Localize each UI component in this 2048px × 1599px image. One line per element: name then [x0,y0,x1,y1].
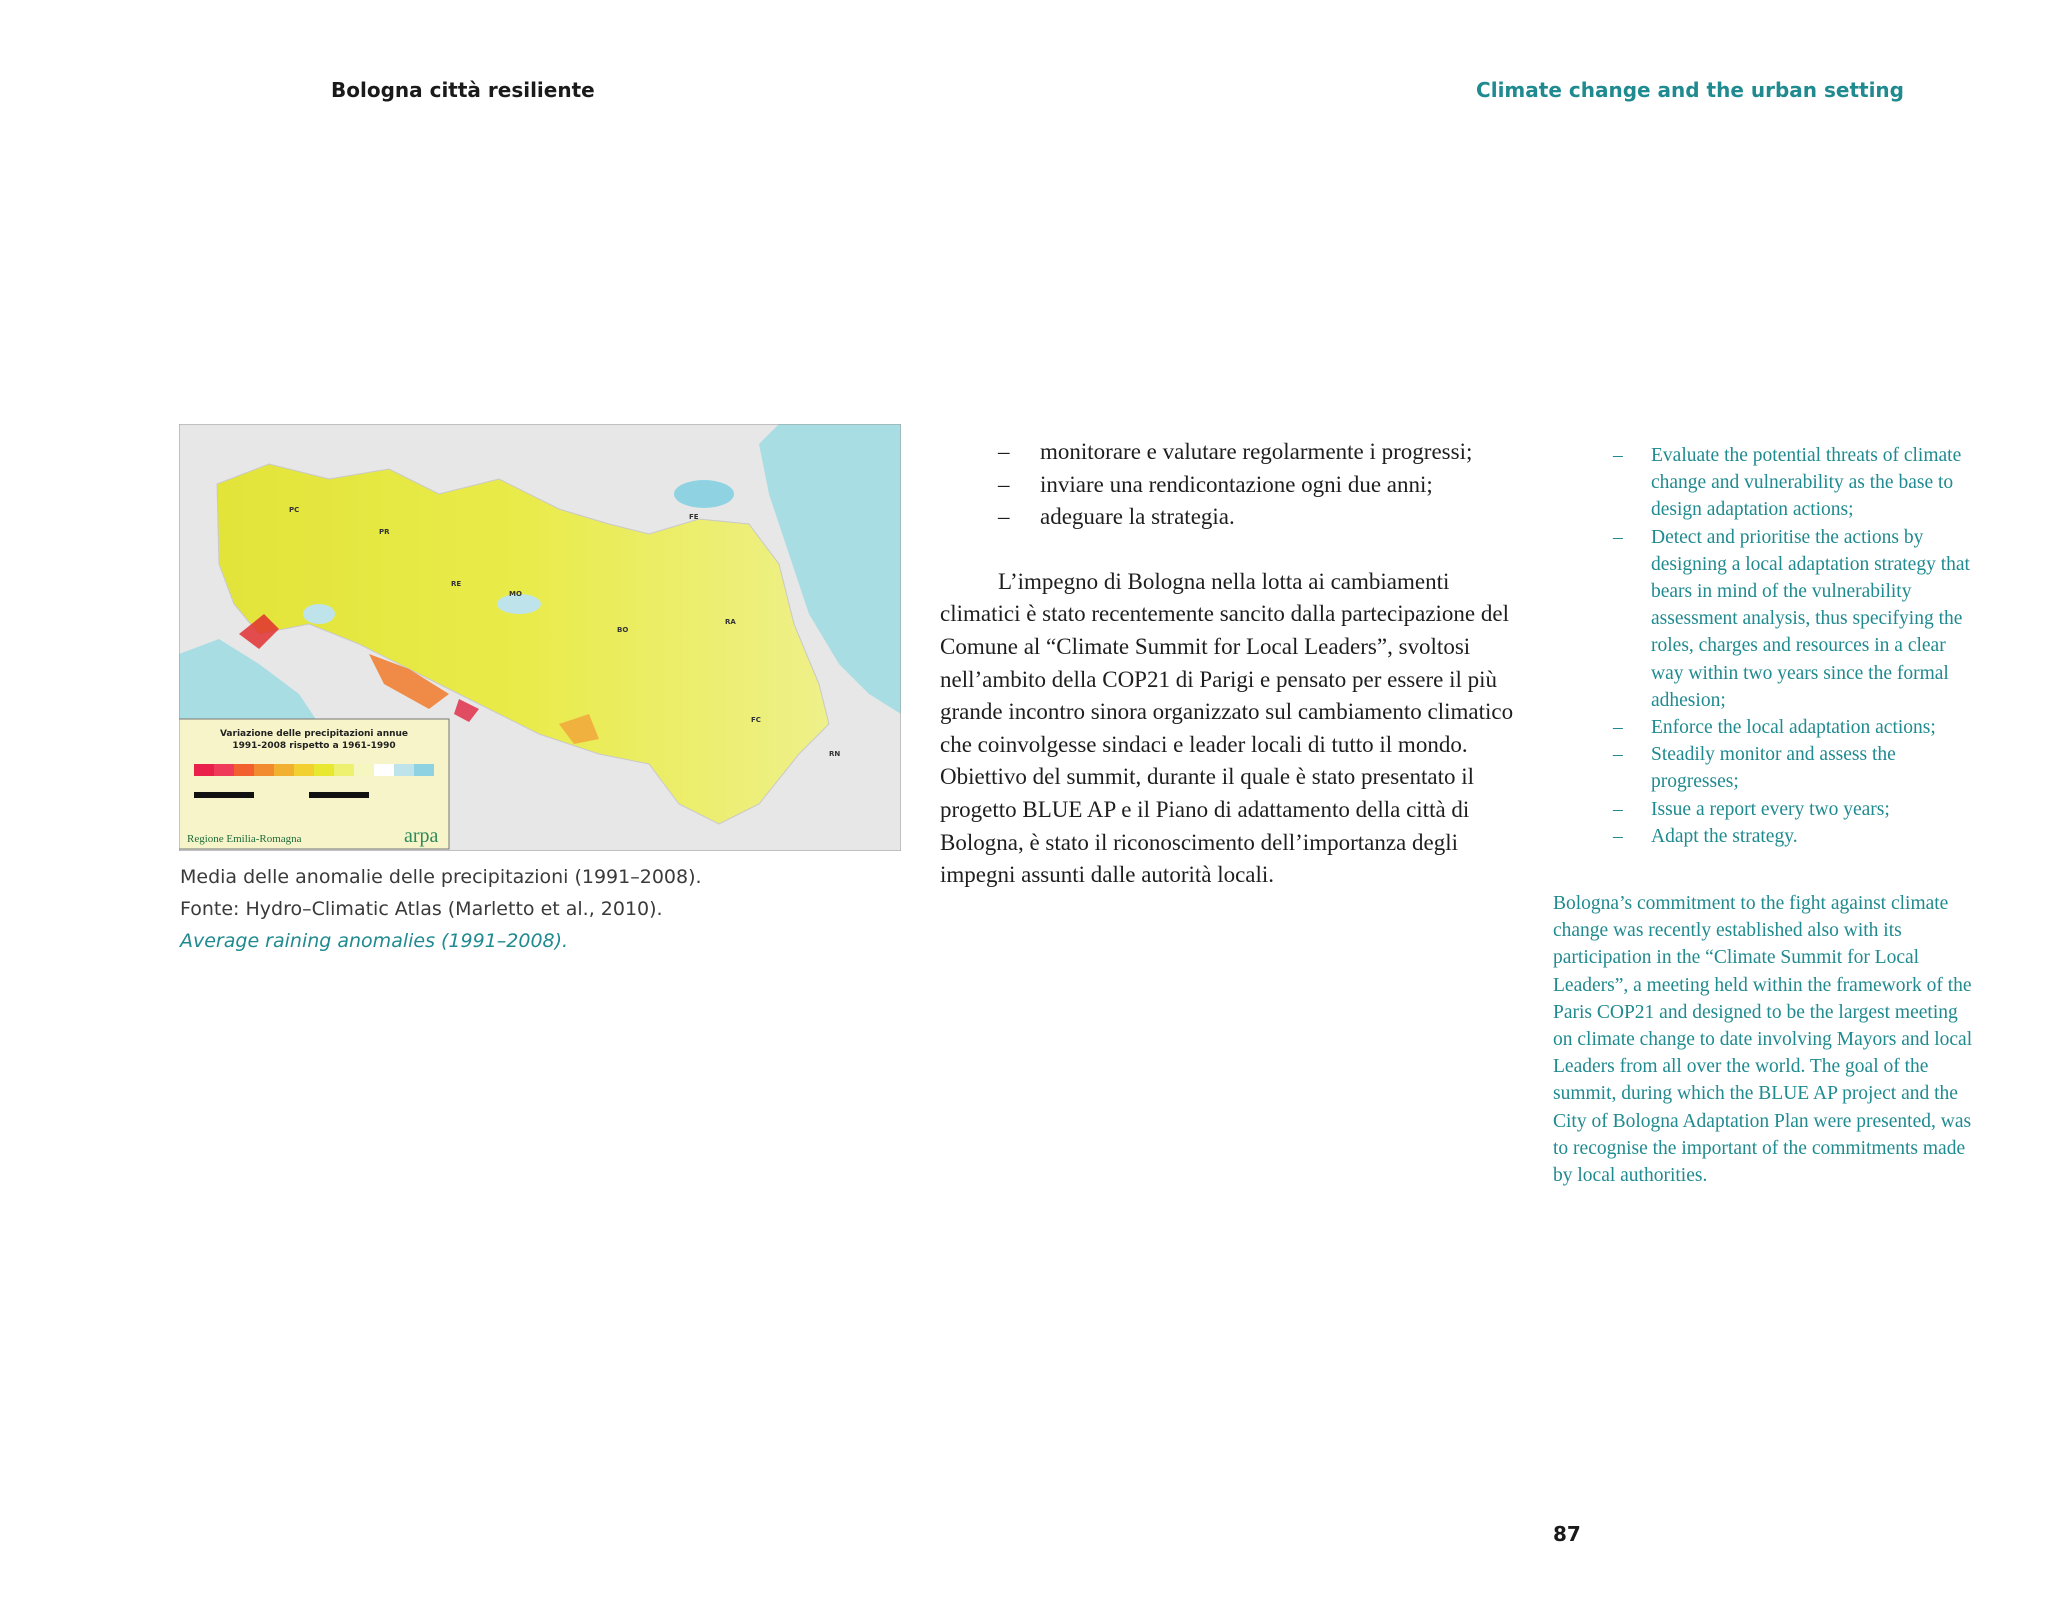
caption-line-english: Average raining anomalies (1991–2008). [180,930,569,952]
list-dash: – [1613,825,1623,847]
legend-swatch [294,764,314,776]
map-brand-right: arpa [404,825,439,847]
legend-swatch [214,764,234,776]
map-label-pc: PC [289,506,300,514]
list-item: – Issue a report every two years; [1553,796,1973,823]
map-label-fe: FE [689,513,699,521]
legend-swatch [254,764,274,776]
list-item: – Detect and prioritise the actions by designing a local adaptation strategy that bears in mind of the vulnerability assessment analysis, thus specifying the roles, charges and resources in a clear way within two years since the formal adhesion; [1553,524,1973,714]
list-dash: – [1613,744,1623,766]
map-label-fc: FC [751,716,761,724]
legend-swatch [394,764,414,776]
running-header-right: Climate change and the urban setting [1476,78,1904,102]
legend-swatch [194,764,214,776]
legend-swatch [354,764,374,776]
italian-action-list [940,436,1520,534]
english-text-column [1553,442,1973,1189]
list-item: – Steadily monitor and assess the progresses; [1553,741,1973,795]
list-item: – Adapt the strategy. [1553,823,1973,850]
legend-swatch [374,764,394,776]
list-item: – Enforce the local adaptation actions; [1553,714,1973,741]
legend-swatch [274,764,294,776]
legend-swatch [234,764,254,776]
list-item: – inviare una rendicontazione ogni due anni; [940,469,1520,502]
map-scale-bar [194,792,254,798]
caption-line-2: Fonte: Hydro–Climatic Atlas (Marletto et al., 2010). [180,898,663,920]
caption-line-1: Media delle anomalie delle precipitazioni (1991–2008). [180,866,702,888]
map-label-bo: BO [617,626,629,634]
legend-swatch [314,764,334,776]
italian-text-column [940,436,1520,892]
map-label-pr: PR [379,528,390,536]
map-label-mo: MO [509,590,522,598]
page-number: 87 [1553,1522,1581,1546]
list-dash: – [1613,717,1623,739]
map-label-ra: RA [725,618,736,626]
list-dash: – [998,471,1010,497]
running-header-left: Bologna città resiliente [331,78,595,102]
map-scale-bar [309,792,369,798]
italian-paragraph: L’impegno di Bologna nella lotta ai cambiamenti climatici è stato recentemente sancito dalla partecipazione del Comune al “Climate Summit for Local Leaders”, svoltosi nell’ambito della COP21 di Parigi e pensato per essere il più grande incontro sinora organizzato sul cambiamento climatico che coinvolgesse sindaci e leader locali di tutto il mondo. Obiettivo del summit, durante il quale è stato presentato il progetto BLUE AP e il Piano di adattamento della città di Bologna, è stato il riconoscimento dell’importanza degli impegni assunti dalle autorità locali. [940,568,1514,888]
map-label-re: RE [451,580,462,588]
list-dash: – [1613,526,1623,548]
list-dash: – [1613,798,1623,820]
english-action-list [1553,442,1973,850]
map-wet-area-3 [303,604,335,624]
map-wet-area [674,480,734,508]
list-item: – Evaluate the potential threats of climate change and vulnerability as the base to design adaptation actions; [1553,442,1973,524]
list-dash: – [998,504,1010,530]
list-item: – adeguare la strategia. [940,501,1520,534]
list-dash: – [998,439,1010,464]
legend-swatch [414,764,434,776]
map-legend-subtitle: 1991-2008 rispetto a 1961-1990 [232,741,396,751]
map-legend-title: Variazione delle precipitazioni annue [219,729,409,739]
list-item: – monitorare e valutare regolarmente i progressi; [940,436,1520,469]
english-paragraph: Bologna’s commitment to the fight against climate change was recently established also with its participation in the “Climate Summit for Local Leaders”, a meeting held within the framework of the Paris COP21 and designed to be the largest meeting on climate change to date involving Mayors and local Leaders from all over the world. The goal of the summit, during which the BLUE AP project and the City of Bologna Adaptation Plan were presented, was to recognise the important of the commitments made by local authorities. [1553,893,1973,1187]
map-brand-left: Regione Emilia-Romagna [187,833,302,845]
map-label-rn: RN [829,750,841,758]
figure-caption [180,861,900,957]
precipitation-anomaly-map [179,424,901,851]
legend-swatch [334,764,354,776]
list-dash: – [1613,445,1623,466]
